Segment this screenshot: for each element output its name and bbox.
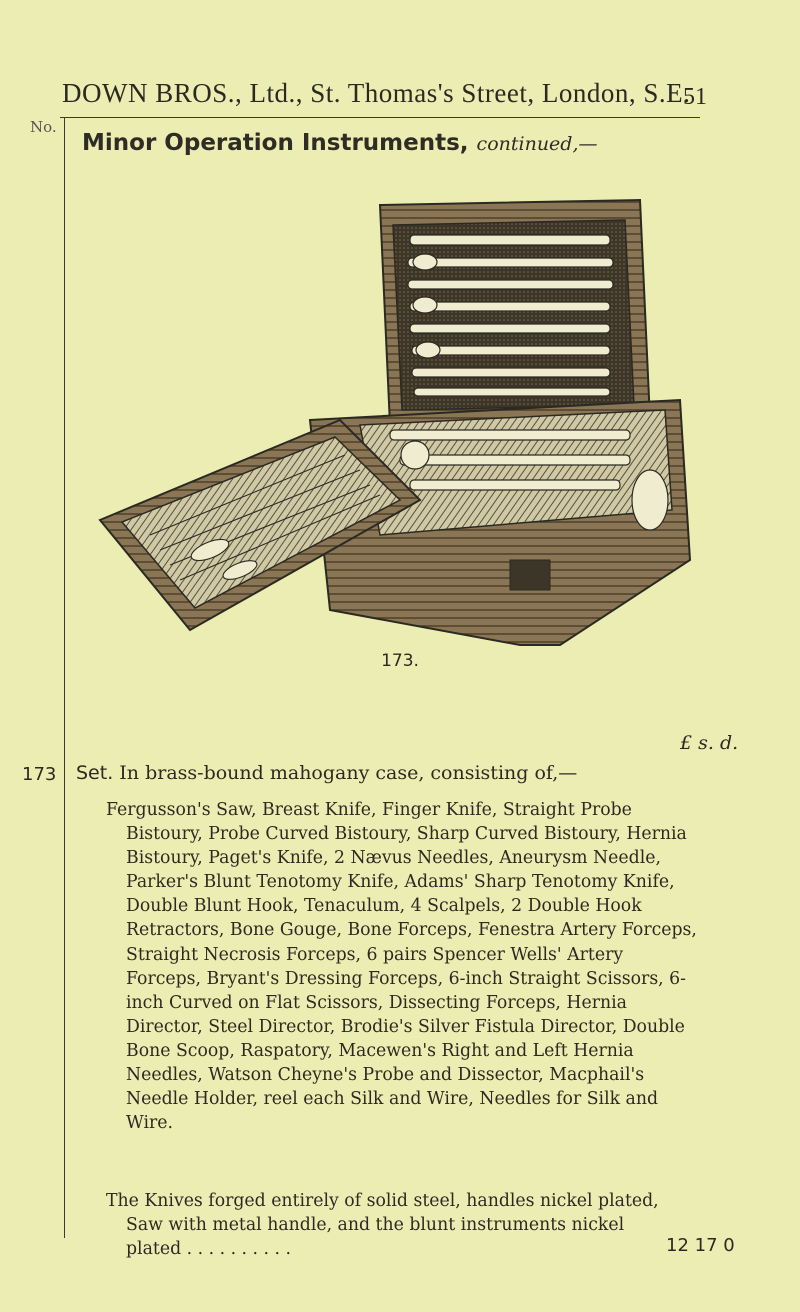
item-price: 12 17 0 xyxy=(666,1235,735,1256)
item-contents: Fergusson's Saw, Breast Knife, Finger Knife, Straight Probe Bistoury, Probe Curved Bistoury, Sharp Curved Bistoury, Hernia Bistoury, Paget's Knife, 2 Nævus Needles, Aneurysm Needle, Parker's Blunt Tenotomy Knife, Adams' Sharp Tenotomy Knife, Double Blunt Hook, Tenaculum, 4 Scalpels, 2 Double Hook Retractors, Bone Gouge, Bone Forceps, Fenestra Artery Forceps, Straight Necrosis Forceps, 6 pairs Spencer Wells' Artery Forceps, Bryant's Dressing Forceps, 6-inch Straight Scissors, 6-inch Curved on Flat Scissors, Dissecting Forceps, Hernia Director, Steel Director, Brodie's Silver Fistula Director, Double Bone Scoop, Raspatory, Macewen's Right and Left Hernia Needles, Watson Cheyne's Probe and Dissector, Macphail's Needle Holder, reel each Silk and Wire, Needles for Silk and Wire. xyxy=(106,800,697,1134)
section-title xyxy=(82,130,598,156)
case-lock xyxy=(510,560,550,590)
running-head: DOWN BROS., Ltd., St. Thomas's Street, London, S.E. xyxy=(62,78,691,108)
item-label: Set. xyxy=(76,762,114,784)
column-rule xyxy=(64,118,65,1238)
item-number: 173 xyxy=(22,764,57,785)
lid-tray xyxy=(393,220,634,410)
item-note: The Knives forged entirely of solid steel, handles nickel plated, Saw with metal handle, and the blunt instruments nickel plated . . . . . . . . . . xyxy=(106,1191,659,1260)
header-rule xyxy=(60,117,700,118)
section-continued: continued,— xyxy=(476,133,598,155)
page-number: 51 xyxy=(683,84,707,110)
column-label: No. xyxy=(30,118,57,136)
item-title-line xyxy=(76,762,577,784)
surgical-instrument-case-icon xyxy=(90,190,710,650)
item-title: In brass-bound mahogany case, consisting of,— xyxy=(119,762,578,784)
currency-header: £ s. d. xyxy=(680,732,739,754)
figure-caption: 173. xyxy=(381,651,419,671)
section-title-text: Minor Operation Instruments, xyxy=(82,130,469,156)
